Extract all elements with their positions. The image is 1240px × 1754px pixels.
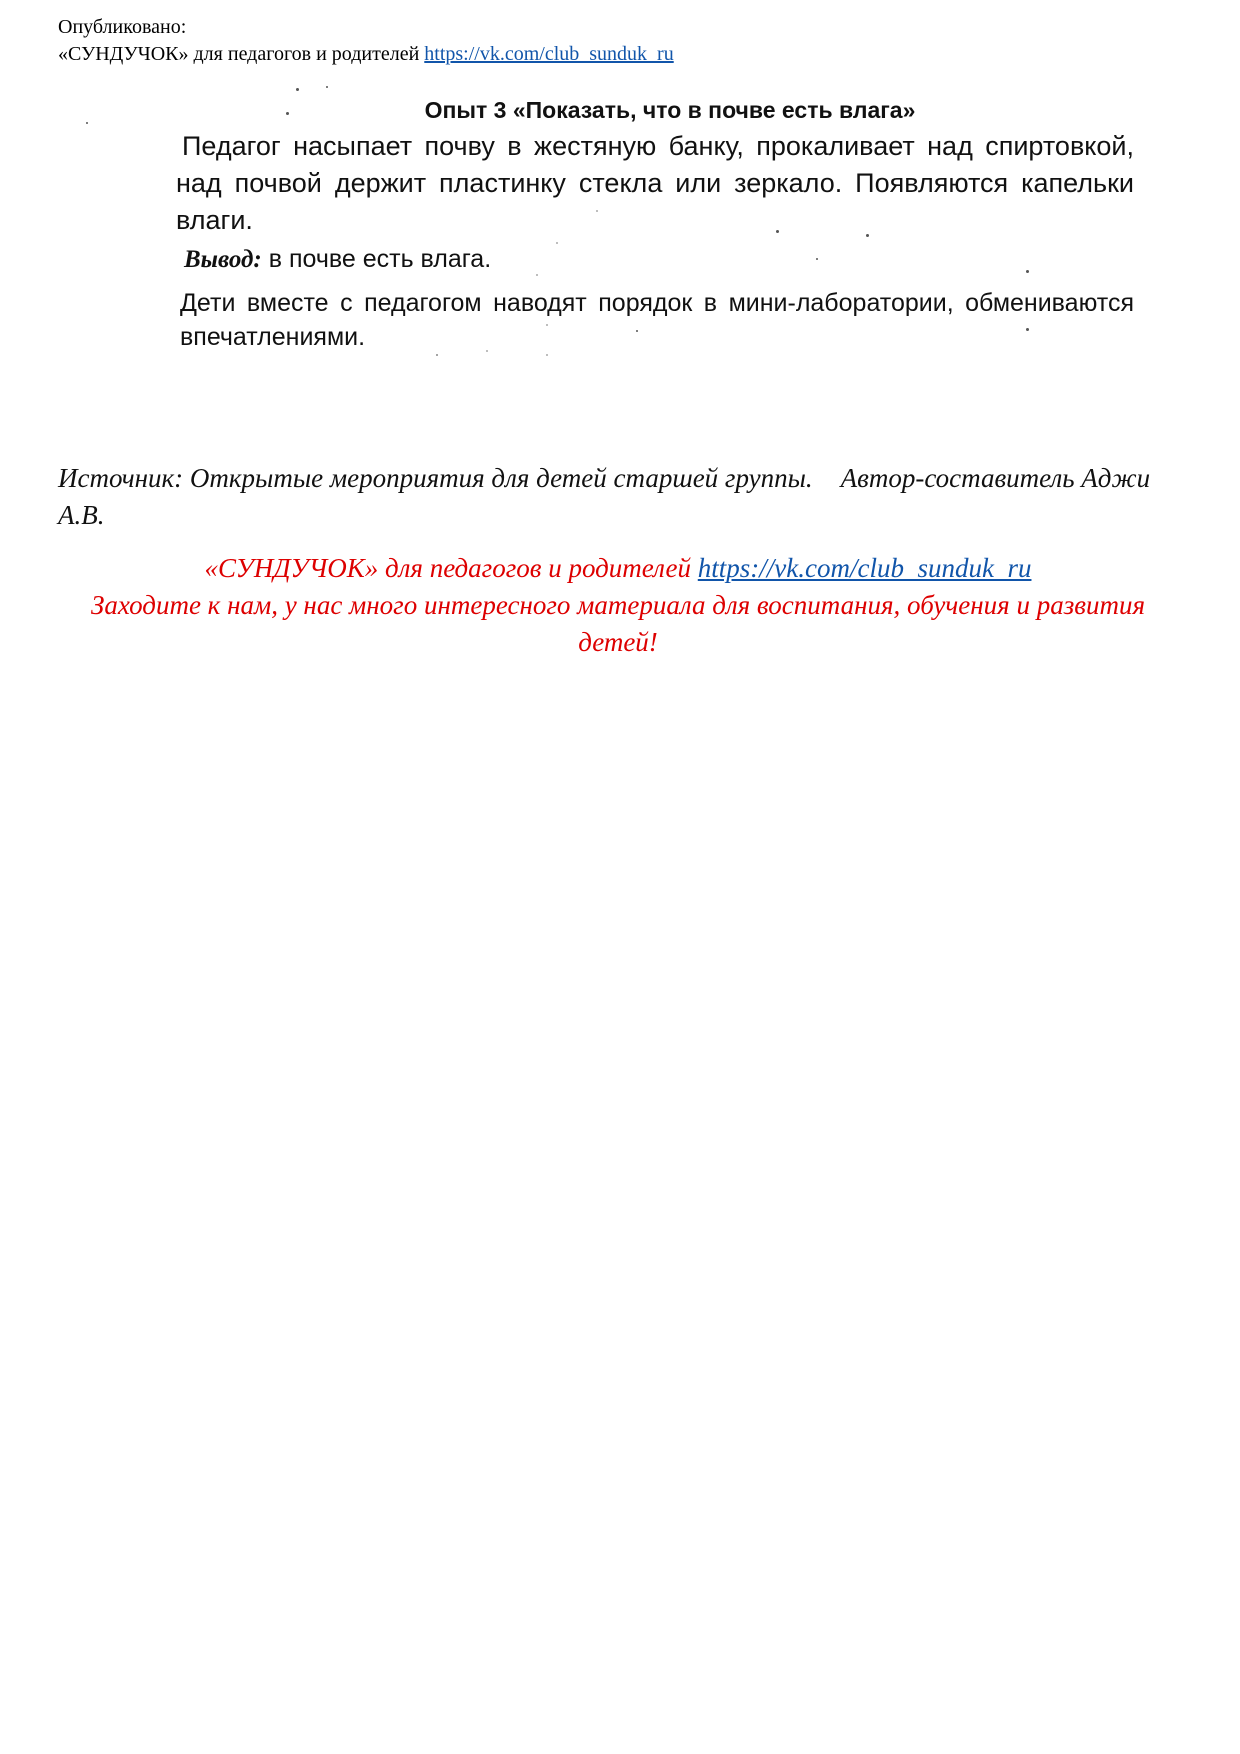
scan-speck — [636, 330, 638, 332]
promo-site-line — [58, 550, 1178, 587]
header-site-line — [58, 41, 674, 68]
publication-header — [58, 14, 674, 68]
promo-block — [58, 550, 1178, 661]
experiment-conclusion — [184, 241, 1134, 278]
scan-speck — [1026, 270, 1029, 273]
scan-speck — [596, 210, 598, 212]
source-citation — [58, 460, 1178, 534]
scanned-excerpt — [176, 92, 1134, 354]
conclusion-text: в почве есть влага. — [268, 245, 492, 273]
scan-speck — [1026, 328, 1029, 331]
source-text: Источник: Открытые мероприятия для детей старшей группы. — [58, 463, 813, 493]
scan-speck — [296, 88, 299, 91]
published-label: Опубликовано: — [58, 16, 187, 38]
experiment-title: Опыт 3 «Показать, что в почве есть влага» — [424, 97, 916, 123]
scan-speck — [286, 112, 289, 115]
promo-invite: Заходите к нам, у нас много интересного материала для воспитания, обучения и развития детей! — [90, 590, 1146, 657]
scan-speck — [556, 242, 558, 244]
scan-speck — [866, 234, 869, 237]
scan-speck — [86, 122, 88, 124]
promo-site-name: «СУНДУЧОК» для педагогов и родителей — [204, 553, 692, 583]
scan-speck — [776, 230, 779, 233]
scan-speck — [326, 86, 328, 88]
conclusion-label: Вывод: — [184, 246, 262, 273]
scan-speck — [536, 274, 538, 276]
scan-speck — [546, 354, 548, 356]
scan-speck — [546, 324, 548, 326]
source-author: Автор-составитель Аджи А.В. — [58, 463, 1151, 530]
promo-site-link[interactable]: https://vk.com/club_sunduk_ru — [697, 553, 1032, 583]
header-site-name: «СУНДУЧОК» для педагогов и родителей — [58, 43, 420, 65]
scan-speck — [436, 354, 438, 356]
scan-speck — [486, 350, 488, 352]
experiment-closing: Дети вместе с педагогом наводят порядок в мини-лаборатории, обмениваются впечатлениями. — [180, 289, 1134, 351]
scan-speck — [816, 258, 818, 260]
header-site-link[interactable]: https://vk.com/club_sunduk_ru — [424, 43, 674, 65]
experiment-body: Педагог насыпает почву в жестяную банку, прокаливает над спиртовкой, над почвой держит пластинку стекла или зеркало. Появляются капельки влаги. — [176, 131, 1134, 235]
